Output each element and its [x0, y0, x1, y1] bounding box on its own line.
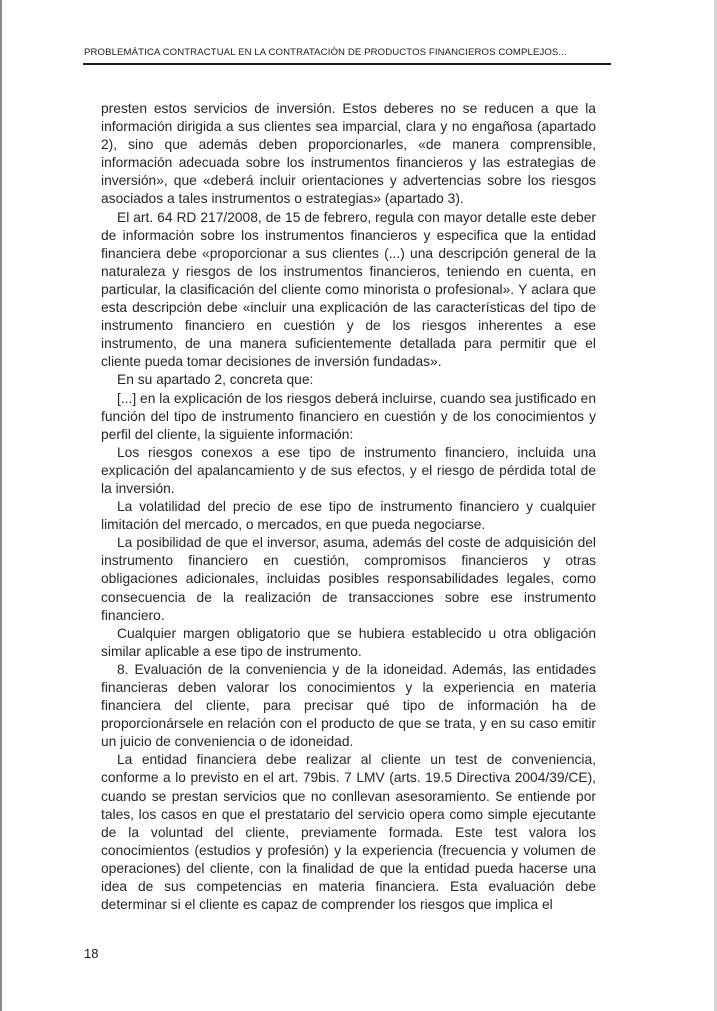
- paragraph: 8. Evaluación de la conveniencia y de la idoneidad. Además, las entidades financieras deben valorar los conocimientos y la experiencia en materia financiera del cliente, para precisar qué tipo de información ha de proporcionársele en relación con el producto de que se trata, y en su caso emitir un juicio de conveniencia o de idoneidad.: [101, 661, 596, 750]
- page-number: 18: [84, 946, 99, 961]
- quoted-paragraph: Los riesgos conexos a ese tipo de instrumento financiero, incluida una explicación del apalancamiento y de sus efectos, y el riesgo de pérdida total de la inversión.: [101, 444, 596, 496]
- quoted-paragraph: Cualquier margen obligatorio que se hubiera establecido u otra obligación similar aplicable a ese tipo de instrumento.: [101, 625, 596, 659]
- paragraph: En su apartado 2, concreta que:: [117, 372, 314, 388]
- quoted-paragraph: La posibilidad de que el inversor, asuma, además del coste de adquisición del instrumento financiero en cuestión, compromisos financieros y otras obligaciones adicionales, incluidas posibles responsabilidades legales, como consecuencia de la realización de transacciones sobre ese instrumento financiero.: [101, 535, 596, 623]
- paragraph: El art. 64 RD 217/2008, de 15 de febrero, regula con mayor detalle este deber de información sobre los instrumentos financieros y especifica que la entidad financiera debe «proporcionar a sus clientes (...) una descripción general de la naturaleza y riesgos de los instrumentos financieros, teniendo en cuenta, en particular, la clasificación del cliente como minorista o profesional». Y aclara que esta descripción debe «incluir una explicación de las características del tipo de instrumento financiero en cuestión y de los riesgos inherentes a ese instrumento, de una manera suficientemente detallada para permitir que el cliente pueda tomar decisiones de inversión fundadas».: [101, 209, 596, 370]
- running-header: PROBLEMÁTICA CONTRACTUAL EN LA CONTRATACIÓN DE PRODUCTOS FINANCIEROS COMPLEJOS...: [84, 47, 567, 58]
- quoted-paragraph: [...] en la explicación de los riesgos deberá incluirse, cuando sea justificado en función del tipo de instrumento financiero en cuestión y de los conocimientos y perfil del cliente, la siguiente información:: [101, 390, 596, 442]
- body-text: [101, 100, 596, 914]
- page-left-edge: [0, 0, 2, 1011]
- quoted-paragraph: La volatilidad del precio de ese tipo de instrumento financiero y cualquier limitación del mercado, o mercados, en que pueda negociarse.: [101, 499, 596, 533]
- header-rule: [83, 63, 611, 65]
- paragraph: La entidad financiera debe realizar al cliente un test de conveniencia, conforme a lo previsto en el art. 79bis. 7 LMV (arts. 19.5 Directiva 2004/39/CE), cuando se prestan servicios que no conllevan asesoramiento. Se entiende por tales, los casos en que el prestatario del servicio opera como simple ejecutante de la voluntad del cliente, previamente formada. Este test valora los conocimientos (estudios y profesión) y la experiencia (frecuencia y volumen de operaciones) del cliente, con la finalidad de que la entidad pueda hacerse una idea de sus competencias en materia financiera. Esta evaluación debe determinar si el cliente es capaz de comprender los riesgos que implica el: [101, 752, 596, 913]
- paragraph: presten estos servicios de inversión. Estos deberes no se reducen a que la información dirigida a sus clientes sea imparcial, clara y no engañosa (apartado 2), sino que además deben proporcionarles, «de manera comprensible, información adecuada sobre los instrumentos financieros y las estrategias de inversión», que «deberá incluir orientaciones y advertencias sobre los riesgos asociados a tales instrumentos o estrategias» (apartado 3).: [101, 101, 596, 207]
